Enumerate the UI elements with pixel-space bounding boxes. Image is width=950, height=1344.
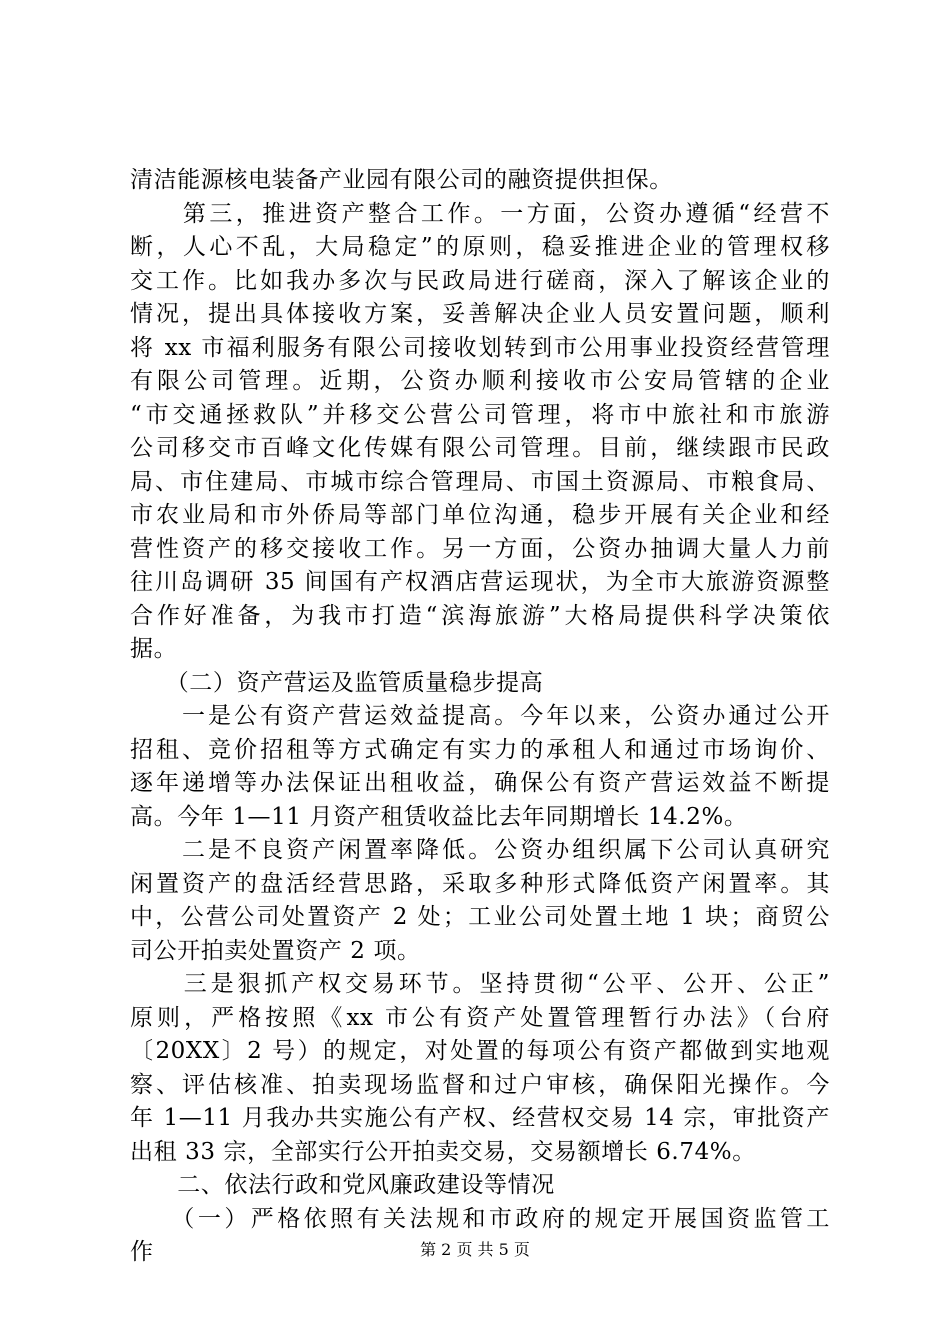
text-line: 交工作。比如我办多次与民政局进行磋商，深入了解该企业的 [130,267,830,294]
text-line: 有限公司管理。近期，公资办顺利接收市公安局管辖的企业 [130,368,830,394]
text-line: 闲置资产的盘活经营思路，采取多种形式降低资产闲置率。其 [130,870,830,897]
section-heading: （二）资产营运及监管质量稳步提高 [130,669,544,696]
text-line: 局、市住建局、市城市综合管理局、市国土资源局、市粮食局、 [130,468,830,495]
text-line: 市农业局和市外侨局等部门单位沟通，稳步开展有关企业和经 [130,502,830,528]
text-line: 清洁能源核电装备产业园有限公司的融资提供担保。 [130,167,673,193]
subsection-heading: （一）严格依照有关法规和市政府的规定开展国资监管工 [130,1205,830,1232]
text-line: 将 xx 市福利服务有限公司接收划转到市公用事业投资经营管理 [130,334,830,361]
text-line: 年 1—11 月我办共实施公有产权、经营权交易 14 宗，审批资产 [130,1105,830,1131]
document-body [130,164,830,1270]
text-line: 〔20XX〕2 号）的规定，对处置的每项公有资产都做到实地观 [130,1038,830,1064]
page-number-footer: 第 2 页 共 5 页 [420,1240,530,1259]
text-line: 中，公营公司处置资产 2 处；工业公司处置土地 1 块；商贸公 [130,904,830,930]
text-line: 公司移交市百峰文化传媒有限公司管理。目前，继续跟市民政 [130,435,830,461]
text-line: “市交通拯救队”并移交公营公司管理，将市中旅社和市旅游 [130,401,830,428]
text-line: 往川岛调研 35 间国有产权酒店营运现状，为全市大旅游资源整 [130,569,830,595]
text-line: 一是公有资产营运效益提高。今年以来，公资办通过公开 [130,703,830,729]
text-line: 三是狠抓产权交易环节。坚持贯彻“公平、公开、公正” [130,971,830,997]
text-line: 原则，严格按照《xx 市公有资产处置管理暂行办法》（台府 [130,1004,830,1031]
text-line: 出租 33 宗，全部实行公开拍卖交易，交易额增长 6.74%。 [130,1138,756,1165]
text-line: 合作好准备，为我市打造“滨海旅游”大格局提供科学决策依 [130,602,830,629]
text-line: 高。今年 1—11 月资产租赁收益比去年同期增长 14.2%。 [130,803,748,830]
text-line: 营性资产的移交接收工作。另一方面，公资办抽调大量人力前 [130,535,830,562]
text-line: 据。 [130,636,178,662]
text-line: 二是不良资产闲置率降低。公资办组织属下公司认真研究 [130,837,830,863]
text-line: 作 [130,1239,154,1265]
section-heading: 二、依法行政和党风廉政建设等情况 [130,1172,555,1198]
text-line: 第三，推进资产整合工作。一方面，公资办遵循“经营不 [130,200,830,227]
text-line: 察、评估核准、拍卖现场监督和过户审核，确保阳光操作。今 [130,1071,830,1098]
text-line: 逐年递增等办法保证出租收益，确保公有资产营运效益不断提 [130,770,830,796]
text-line: 断，人心不乱，大局稳定”的原则，稳妥推进企业的管理权移 [130,234,830,260]
text-line: 情况，提出具体接收方案，妥善解决企业人员安置问题，顺利 [130,301,830,327]
text-line: 招租、竞价招租等方式确定有实力的承租人和通过市场询价、 [130,736,830,763]
text-line: 司公开拍卖处置资产 2 项。 [130,937,421,964]
